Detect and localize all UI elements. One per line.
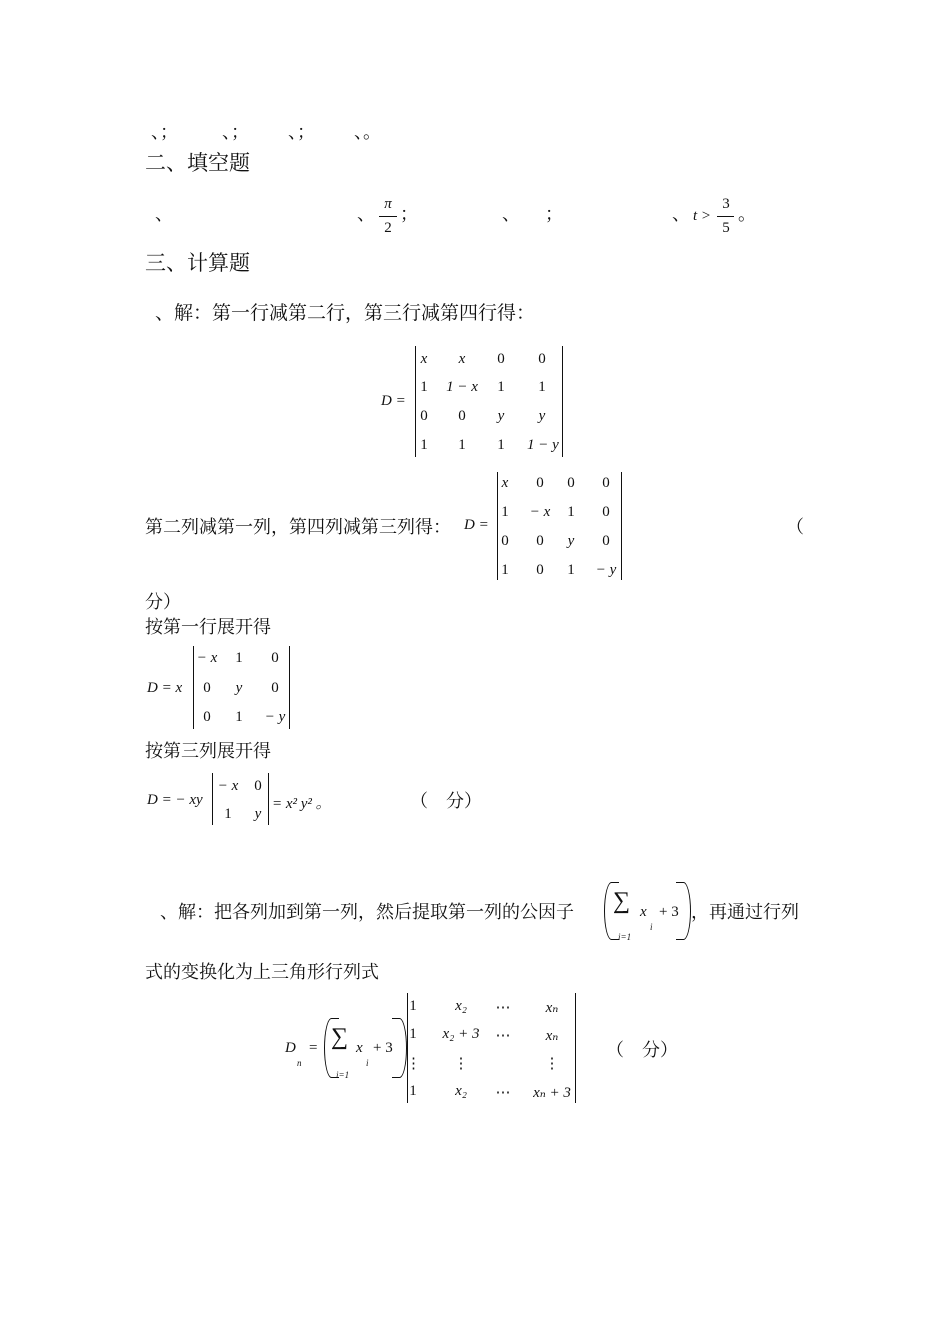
det2-cell-r1-c4: 0 [602, 475, 610, 491]
det3-cell-r2-c2: y [235, 680, 243, 696]
det1-cell-r1-c1: x [420, 351, 428, 367]
section-heading-calculation: 三、计算题 [145, 251, 250, 275]
sum-sub-2: i [366, 1058, 369, 1068]
detn-cell-r2-c4: xₙ [545, 1028, 559, 1044]
dn-equals: = [309, 1040, 318, 1056]
answer-line-1b: 、； [222, 122, 249, 143]
det2-label: D = [464, 517, 489, 533]
detn-cell-r2-c1: 1 [409, 1026, 417, 1042]
det2-cell-r2-c3: 1 [567, 504, 575, 520]
sum-sub-1: i [650, 922, 653, 932]
det2-cell-r2-c4: 0 [602, 504, 610, 520]
sum-symbol-1: ∑ [613, 888, 631, 914]
detn-cell-r3-c2: ⋮ [453, 1056, 469, 1072]
fill-item-2: 、 [357, 204, 375, 225]
det1-cell-r2-c1: 1 [420, 379, 428, 395]
answer-line-1a: 、； [151, 122, 178, 143]
det2-cell-r4-c3: 1 [567, 562, 575, 578]
dn-label: D [285, 1040, 296, 1056]
right-paren-1 [676, 882, 691, 940]
det3-cell-r2-c1: 0 [203, 680, 211, 696]
dn-sub: n [297, 1058, 302, 1068]
det1-cell-r4-c4: 1 − y [527, 437, 559, 453]
det2-cell-r1-c1: x [501, 475, 509, 491]
sum-plus-2: + 3 [373, 1040, 393, 1056]
det1-cell-r3-c3: y [497, 408, 505, 424]
answer-line-1c: 、； [288, 122, 315, 143]
det3-cell-r1-c3: 0 [271, 650, 279, 666]
det1-cell-r1-c2: x [458, 351, 466, 367]
detn-cell-r1-c1: 1 [409, 998, 417, 1014]
fraction-pi-over-2 [378, 196, 398, 213]
det1-cell-r2-c2: 1 − x [446, 379, 478, 395]
det3-cell-r3-c2: 1 [235, 709, 243, 725]
det2-cell-r2-c2: − x [529, 504, 551, 520]
fraction-numerator-3: 3 [722, 196, 730, 212]
fraction-denominator: 2 [384, 220, 392, 236]
score-open-paren: （ [786, 517, 804, 538]
sum-lower-2: i=1 [336, 1070, 350, 1080]
det2-cell-r4-c4: − y [595, 562, 617, 578]
sum-var-1: x [640, 904, 647, 920]
fraction-denominator-5: 5 [722, 220, 730, 236]
fraction-bar-2 [717, 216, 734, 217]
inequality-lhs: t > [693, 208, 712, 224]
solution-2-intro-c: 式的变换化为上三角形行列式 [145, 962, 379, 983]
det2-cell-r1-c2: 0 [536, 475, 544, 491]
score-2: （ 分） [410, 791, 482, 812]
result-expression: = x² y² 。 [272, 796, 331, 812]
fill-item-3: 、 [502, 204, 520, 225]
det2-cell-r2-c1: 1 [501, 504, 509, 520]
score-close: 分） [145, 592, 181, 613]
right-paren-2 [392, 1018, 407, 1078]
solution-2-intro-b: ，再通过行列 [691, 902, 799, 923]
fill-end: 。 [738, 204, 756, 225]
det4-cell-r2-c1: 1 [224, 806, 232, 822]
detn-cell-r4-c4: xₙ + 3 [533, 1085, 571, 1101]
score-3: （ 分） [606, 1040, 678, 1061]
sum-lower-1: i=1 [618, 932, 632, 942]
det1-cell-r1-c3: 0 [497, 351, 505, 367]
detn-cell-r4-c2: x₂ [455, 1083, 467, 1099]
sum-symbol-2: ∑ [331, 1024, 349, 1050]
answer-line-1d: 、。 [354, 122, 381, 143]
step-4-text: 按第三列展开得 [145, 741, 271, 762]
section-heading-fill-in: 二、填空题 [145, 151, 250, 175]
detn-cell-r3-c4: ⋮ [544, 1056, 560, 1072]
fill-item-1: 、 [155, 204, 173, 225]
step-3-text: 按第一行展开得 [145, 617, 271, 638]
detn-cell-r2-c2: x₂ + 3 [442, 1026, 480, 1042]
det2-cell-r4-c2: 0 [536, 562, 544, 578]
det3-cell-r1-c1: − x [196, 650, 218, 666]
det1-cell-r4-c2: 1 [458, 437, 466, 453]
fraction-numerator: π [384, 196, 392, 212]
det4-cell-r1-c2: 0 [254, 778, 262, 794]
det4-cell-r1-c1: − x [217, 778, 239, 794]
det2-cell-r3-c1: 0 [501, 533, 509, 549]
det1-cell-r3-c2: 0 [458, 408, 466, 424]
detn-cell-r1-c3: ⋯ [495, 1000, 511, 1016]
sum-plus-1: + 3 [659, 904, 679, 920]
det2-cell-r3-c2: 0 [536, 533, 544, 549]
det3-cell-r2-c3: 0 [271, 680, 279, 696]
solution-1-intro: 、解：第一行减第二行，第三行减第四行得： [155, 302, 536, 324]
det1-label: D = [381, 393, 406, 409]
detn-cell-r4-c3: ⋯ [495, 1085, 511, 1101]
det1-cell-r4-c1: 1 [420, 437, 428, 453]
det4-label: D = − xy [147, 792, 203, 808]
detn-cell-r4-c1: 1 [409, 1083, 417, 1099]
sum-var-2: x [356, 1040, 363, 1056]
fill-item-4: 、 [672, 204, 690, 225]
solution-2-intro: 、解：把各列加到第一列，然后提取第一列的公因子 [160, 902, 574, 923]
det1-cell-r4-c3: 1 [497, 437, 505, 453]
det3-label: D = x [147, 680, 183, 696]
fill-semicolon-2: ； [545, 204, 563, 225]
detn-cell-r2-c3: ⋯ [495, 1028, 511, 1044]
det1-cell-r2-c4: 1 [538, 379, 546, 395]
det1-cell-r2-c3: 1 [497, 379, 505, 395]
fraction-bar [379, 216, 397, 217]
det1-cell-r3-c4: y [538, 408, 546, 424]
det1-cell-r1-c4: 0 [538, 351, 546, 367]
fill-semicolon-1: ； [400, 204, 418, 225]
det4-cell-r2-c2: y [254, 806, 262, 822]
det3-cell-r1-c2: 1 [235, 650, 243, 666]
det2-cell-r3-c4: 0 [602, 533, 610, 549]
detn-cell-r1-c2: x₂ [455, 998, 467, 1014]
det2-cell-r3-c3: y [567, 533, 575, 549]
step-2-text: 第二列减第一列，第四列减第三列得： [145, 517, 451, 538]
det2-cell-r1-c3: 0 [567, 475, 575, 491]
det2-cell-r4-c1: 1 [501, 562, 509, 578]
detn-cell-r1-c4: xₙ [545, 1000, 559, 1016]
det1-cell-r3-c1: 0 [420, 408, 428, 424]
detn-cell-r3-c1: ⋮ [406, 1056, 421, 1072]
det3-cell-r3-c1: 0 [203, 709, 211, 725]
det3-cell-r3-c3: − y [264, 709, 286, 725]
